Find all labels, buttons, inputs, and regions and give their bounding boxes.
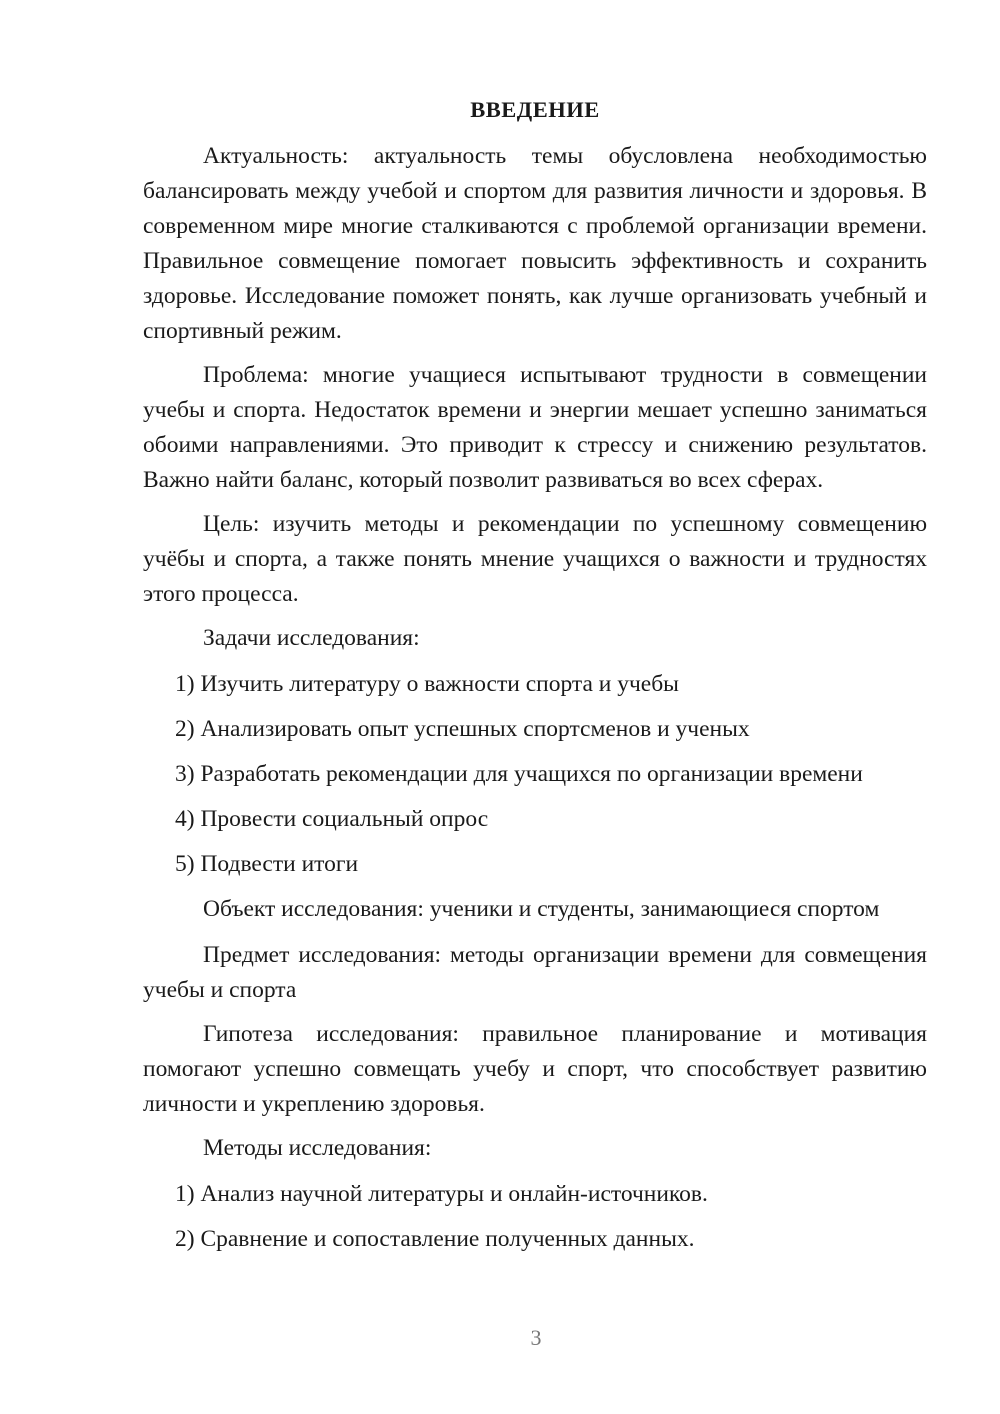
task-item: 4) Провести социальный опрос xyxy=(175,806,489,832)
method-item: 2) Сравнение и сопоставление полученных данных. xyxy=(175,1226,695,1252)
problem-paragraph: Проблема: многие учащиеся испытывают трудности в совмещении учебы и спорта. Недостаток времени и энергии мешает успешно заниматься обоими направлениями. Это приводит к стрессу и снижению результатов. Важно найти баланс, который позволит развиваться во всех сферах. xyxy=(143,362,927,493)
hypothesis-paragraph: Гипотеза исследования: правильное планирование и мотивация помогают успешно совмещать учебу и спорт, что способствует развитию личности и укреплению здоровья. xyxy=(143,1021,927,1117)
task-item: 1) Изучить литературу о важности спорта и учебы xyxy=(175,671,679,697)
subject-paragraph: Предмет исследования: методы организации времени для совмещения учебы и спорта xyxy=(143,942,927,1003)
relevance-paragraph: Актуальность: актуальность темы обусловлена необходимостью балансировать между учебой и спортом для развития личности и здоровья. В современном мире многие сталкиваются с проблемой организации времени. Правильное совмещение помогает повысить эффективность и сохранить здоровье. Исследование поможет понять, как лучше организовать учебный и спортивный режим. xyxy=(143,143,927,344)
page-content xyxy=(143,93,927,1267)
goal-paragraph: Цель: изучить методы и рекомендации по успешному совмещению учёбы и спорта, а также понять мнение учащихся о важности и трудностях этого процесса. xyxy=(143,511,927,607)
task-item: 2) Анализировать опыт успешных спортсменов и ученых xyxy=(175,716,750,742)
section-title: ВВЕДЕНИЕ xyxy=(470,97,600,122)
tasks-heading: Задачи исследования: xyxy=(203,625,420,651)
methods-list xyxy=(143,1177,927,1257)
task-item: 5) Подвести итоги xyxy=(175,851,359,877)
object-paragraph: Объект исследования: ученики и студенты, занимающиеся спортом xyxy=(203,896,880,922)
method-item: 1) Анализ научной литературы и онлайн-источников. xyxy=(175,1181,708,1207)
page-number: 3 xyxy=(530,1325,542,1350)
tasks-list xyxy=(143,667,927,882)
task-item: 3) Разработать рекомендации для учащихся по организации времени xyxy=(175,761,863,787)
methods-heading: Методы исследования: xyxy=(203,1135,432,1161)
